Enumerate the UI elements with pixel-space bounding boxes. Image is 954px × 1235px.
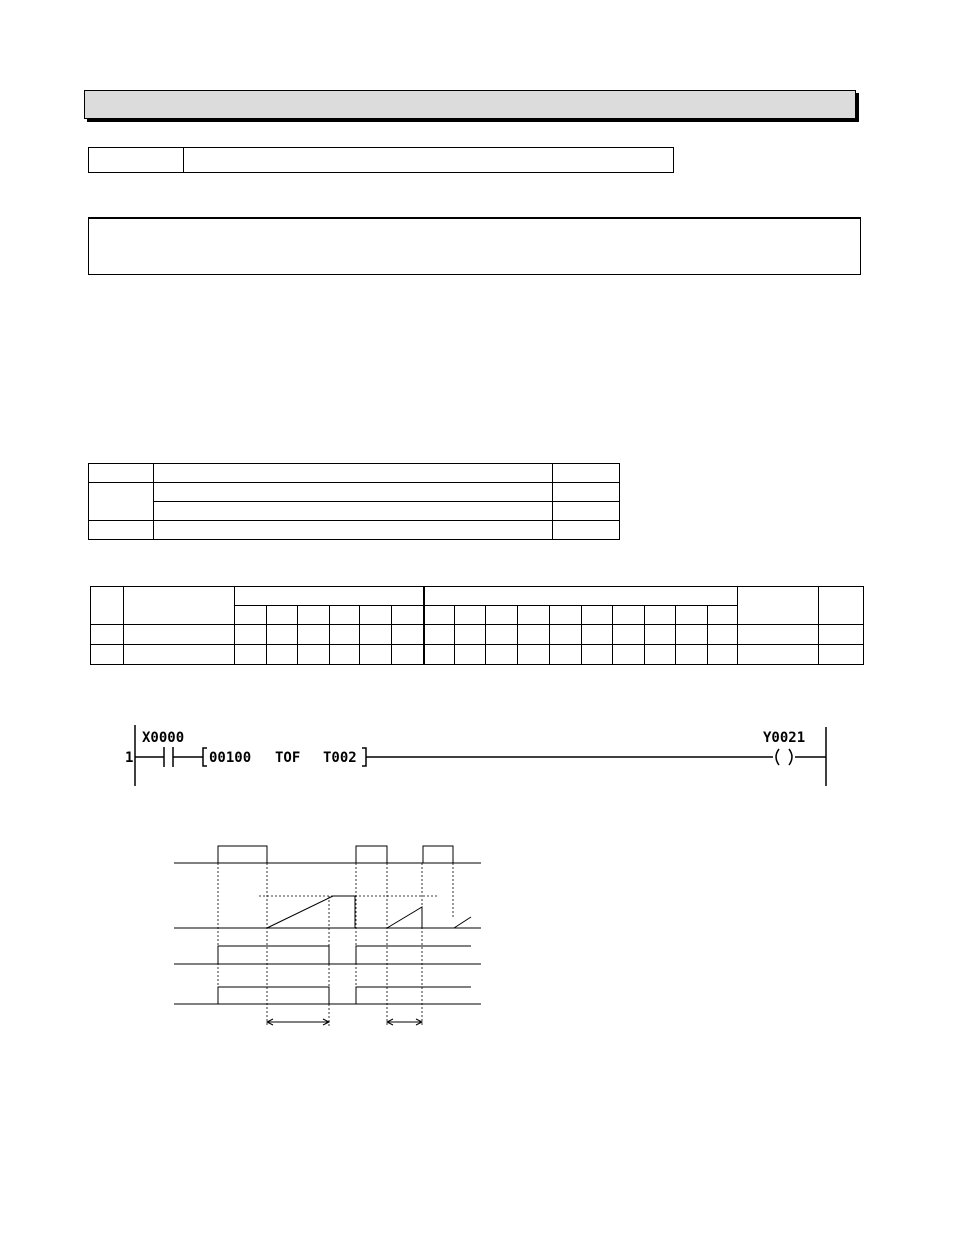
note-box (88, 217, 861, 275)
operand-table (88, 463, 620, 540)
preset-value: 00100 (209, 750, 252, 766)
table-row (91, 587, 864, 606)
ladder-diagram (0, 715, 954, 795)
table-row (89, 521, 620, 540)
output-coil-label: Y0021 (763, 730, 806, 746)
section-title-bar (84, 90, 856, 119)
table-row (91, 645, 864, 665)
rung-number: 1 (125, 750, 134, 766)
table-row (89, 483, 620, 502)
table-row (89, 502, 620, 521)
table-row (91, 625, 864, 645)
timer-device: T002 (323, 750, 357, 766)
input-contact-label: X0000 (142, 730, 185, 746)
device-spec-table (90, 586, 864, 665)
instruction-mnemonic: TOF (275, 750, 301, 766)
table-row (89, 464, 620, 483)
function-header-box (88, 147, 674, 173)
timing-chart (0, 840, 954, 1035)
